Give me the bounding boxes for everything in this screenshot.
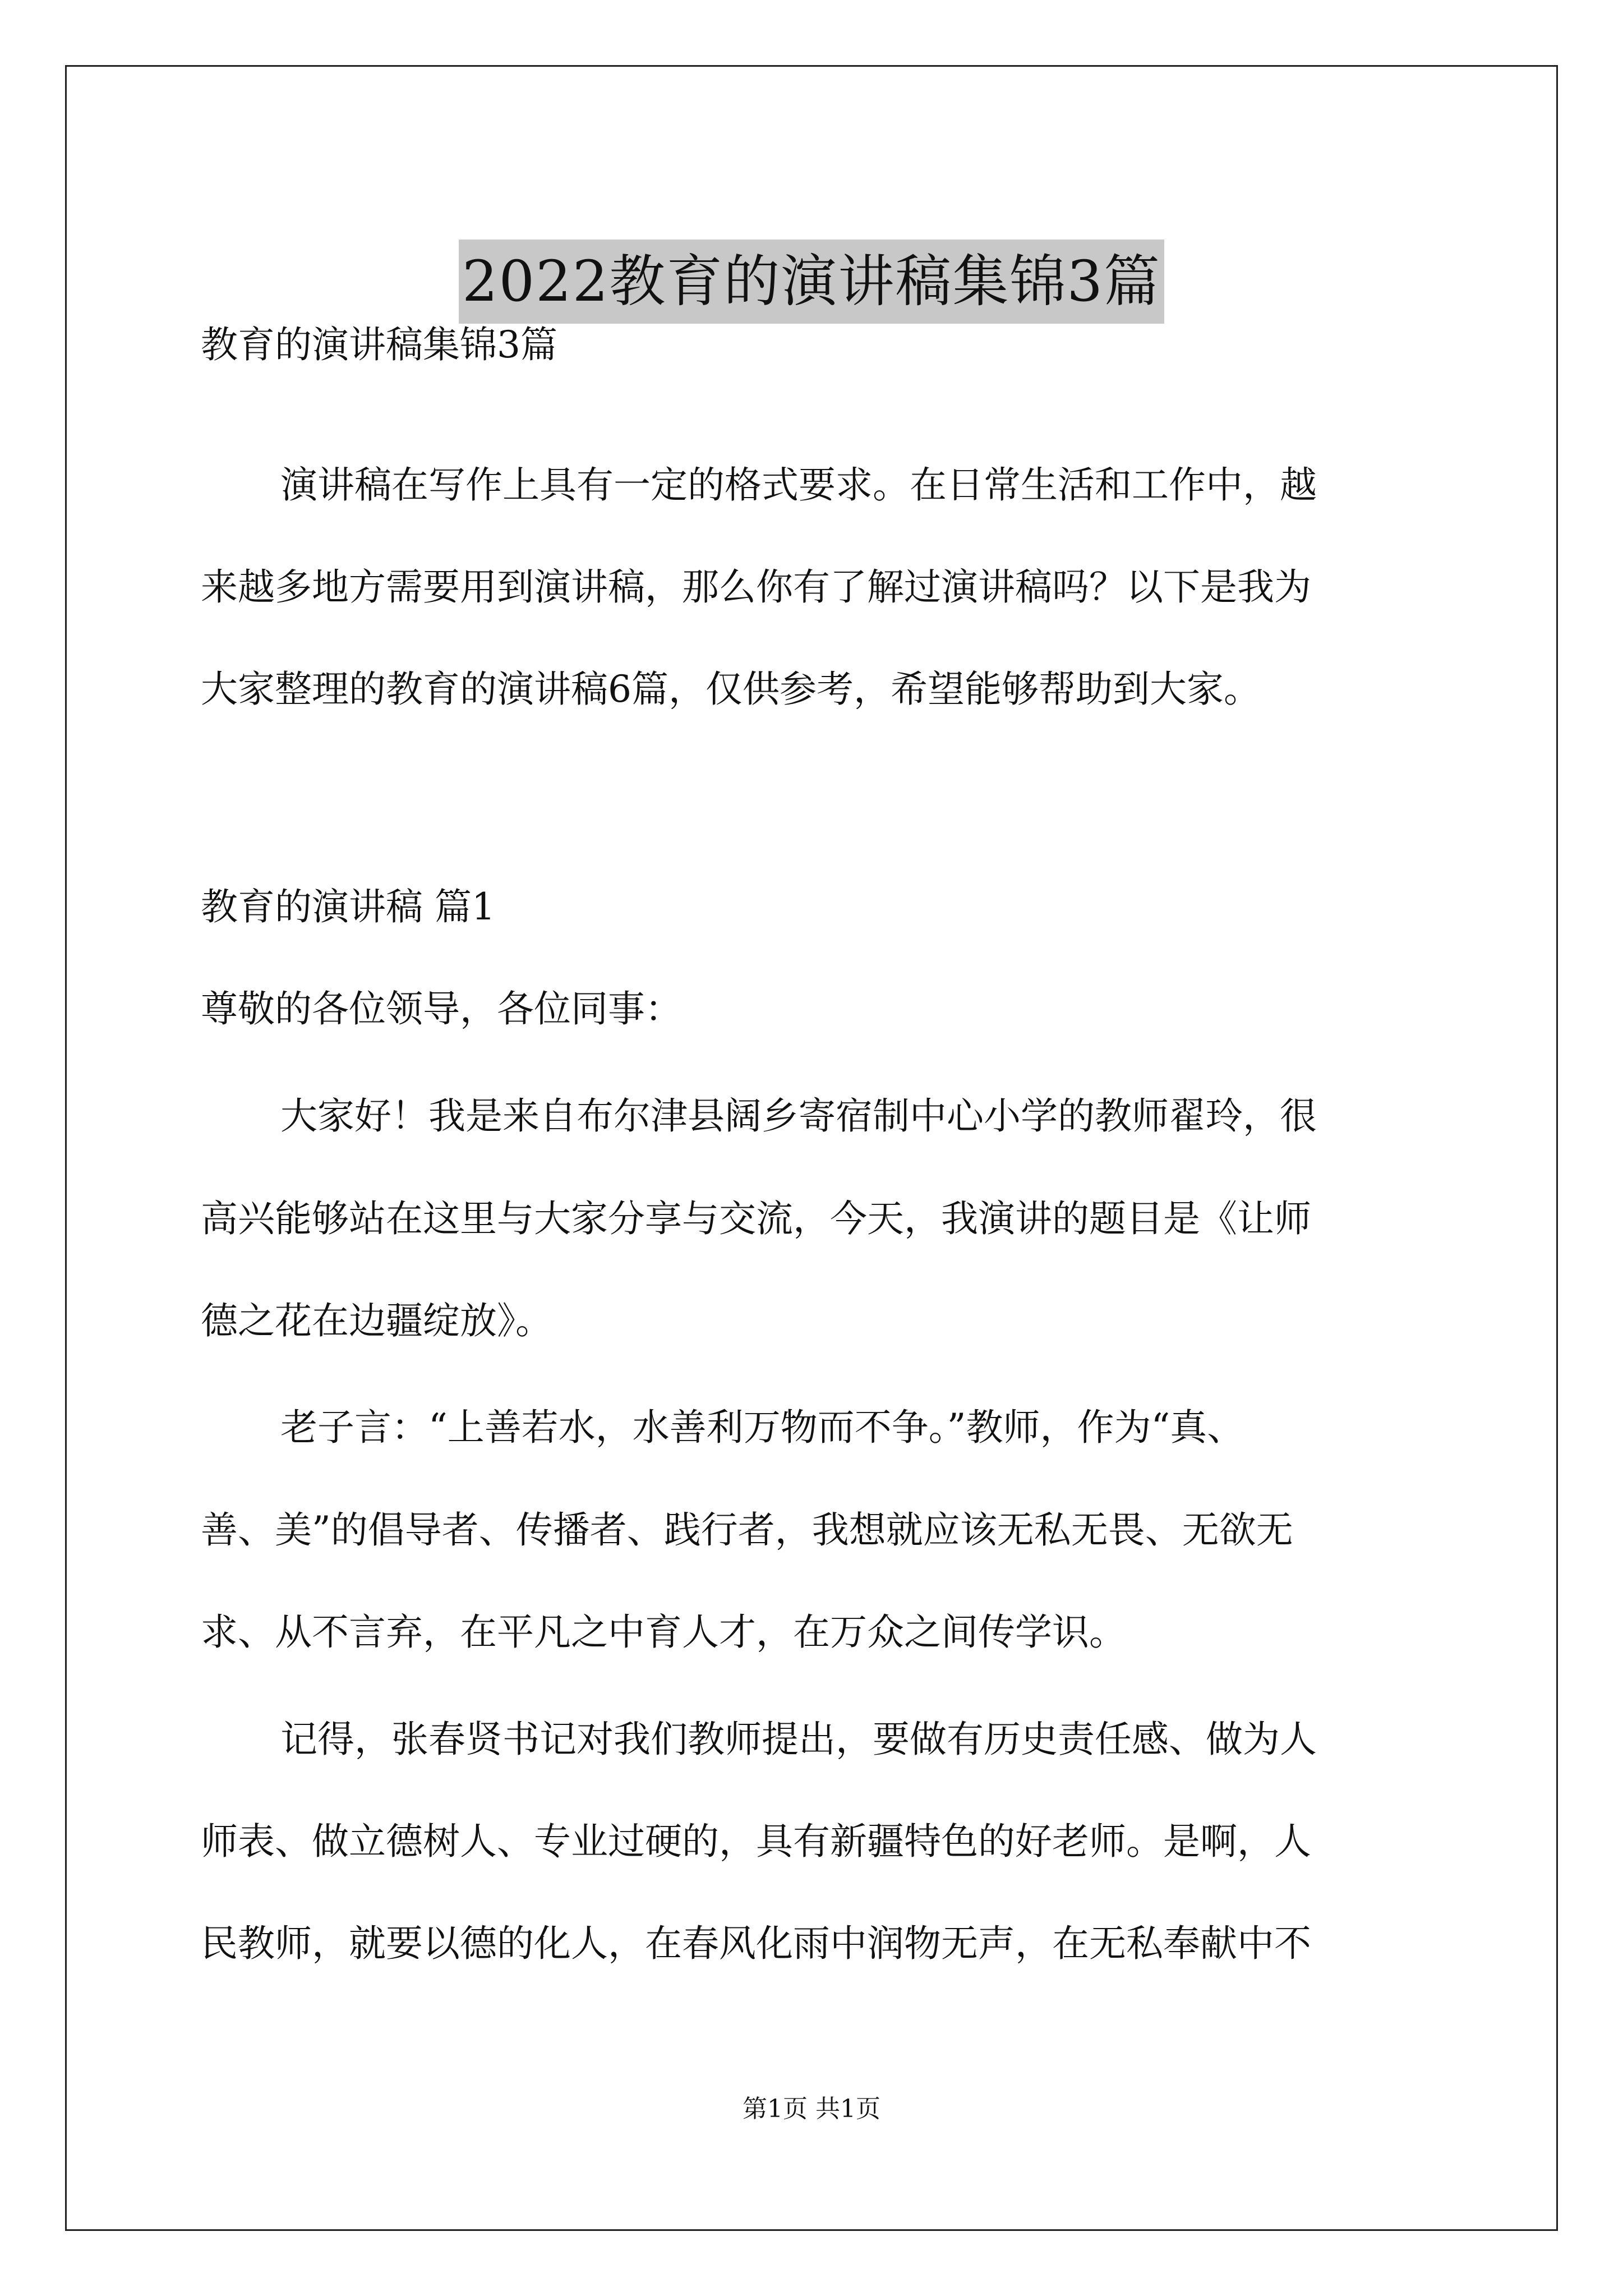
document-title: 2022教育的演讲稿集锦3篇 — [459, 240, 1164, 324]
paragraph-line: 民教师，就要以德的化人，在春风化雨中润物无声，在无私奉献中不 — [201, 1922, 1311, 1965]
page-border — [65, 65, 1558, 2231]
paragraph-line: 大家整理的教育的演讲稿6篇，仅供参考，希望能够帮助到大家。 — [201, 668, 1261, 711]
subtitle-line: 教育的演讲稿集锦3篇 — [201, 323, 557, 366]
paragraph-line: 老子言：“上善若水，水善利万物而不争。”教师，作为“真、 — [280, 1406, 1244, 1449]
page-footer: 第1页 共1页 — [743, 2095, 880, 2123]
salutation-line: 尊敬的各位领导，各位同事： — [201, 987, 682, 1030]
paragraph-line: 大家好！我是来自布尔津县阔乡寄宿制中心小学的教师翟玲，很 — [280, 1094, 1317, 1138]
paragraph-line: 高兴能够站在这里与大家分享与交流，今天，我演讲的题目是《让师 — [201, 1197, 1311, 1240]
paragraph-line: 德之花在边疆绽放》。 — [201, 1299, 552, 1342]
paragraph-line: 来越多地方需要用到演讲稿，那么你有了解过演讲稿吗？以下是我为 — [201, 565, 1311, 609]
paragraph-line: 求、从不言弃，在平凡之中育人才，在万众之间传学识。 — [201, 1611, 1126, 1654]
paragraph-line: 善、美”的倡导者、传播者、践行者，我想就应该无私无畏、无欲无 — [201, 1508, 1293, 1552]
paragraph-line: 记得，张春贤书记对我们教师提出，要做有历史责任感、做为人 — [280, 1718, 1317, 1761]
paragraph-line: 演讲稿在写作上具有一定的格式要求。在日常生活和工作中，越 — [280, 463, 1317, 507]
paragraph-line: 师表、做立德树人、专业过硬的，具有新疆特色的好老师。是啊，人 — [201, 1820, 1311, 1863]
section-heading: 教育的演讲稿 篇1 — [201, 885, 495, 928]
